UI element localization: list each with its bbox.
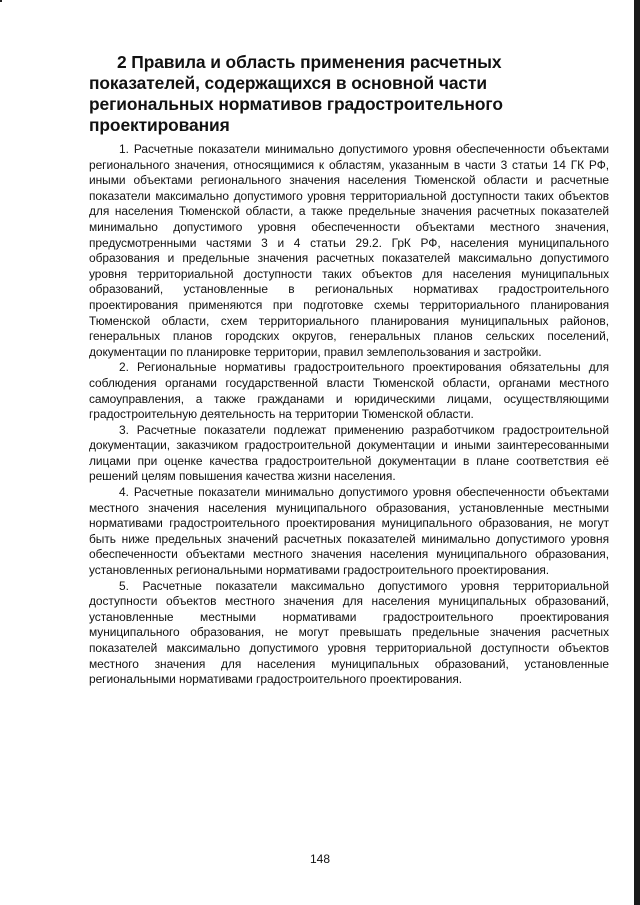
scan-edge-shadow xyxy=(634,0,640,905)
paragraph-4: 4. Расчетные показатели минимально допустимого уровня обеспеченности объектами местного значения населения муниципального образования, установленные местными нормативами градостроительного проектирования муниципального образования, не могут быть ниже предельных значений расчетных показателей минимально допустимого уровня обеспеченности объектами местного значения населения муниципального образования, установленных региональными нормативами градостроительного проектирования. xyxy=(89,485,609,578)
paragraph-5: 5. Расчетные показатели максимально допустимого уровня территориальной доступности объектов местного значения для населения муниципальных образований, установленные местными нормативами градостроительного проектирования муниципального образования, не могут превышать предельные значения расчетных показателей максимально допустимого уровня территориальной доступности объектов местного значения для населения муниципальных образований, установленные региональными нормативами градостроительного проектирования. xyxy=(89,578,609,687)
paragraph-3: 3. Расчетные показатели подлежат применению разработчиком градостроительной документации, заказчиком градостроительной документации и иными заинтересованными лицами при оценке качества градостроительной документации в плане соответствия её решений целям повышения качества жизни населения. xyxy=(89,422,609,484)
section-heading: 2 Правила и область применения расчетных показателей, содержащихся в основной части региональных нормативов градостроительного проектирования xyxy=(89,52,503,135)
paragraph-2: 2. Региональные нормативы градостроительного проектирования обязательны для соблюдения органами государственной власти Тюменской области, органами местного самоуправления, а также гражданами и юридическими лицами, осуществляющими градостроительную деятельность на территории Тюменской области. xyxy=(89,360,609,422)
paragraph-1: 1. Расчетные показатели минимально допустимого уровня обеспеченности объектами регионального значения, относящимися к областям, указанным в части 3 статьи 14 ГК РФ, иными объектами регионального значения населения Тюменской области и расчетные показатели максимально допустимого уровня территориальной доступности таких объектов для населения Тюменской области, а также предельные значения расчетных показателей минимально допустимого уровня обеспеченности объектами местного значения, предусмотренными частями 3 и 4 статьи 29.2. ГрК РФ, населения муниципального образования и предельные значения расчетных показателей максимально допустимого уровня территориальной доступности таких объектов для населения муниципальных образований, установленные в региональных нормативах градостроительного проектирования применяются при подготовке схемы территориального планирования Тюменской области, схем территориального планирования муниципальных районов, генеральных планов городских округов, генеральных планов сельских поселений, документации по планировке территории, правил землепользования и застройки. xyxy=(89,142,609,359)
document-body xyxy=(89,52,609,688)
page-number: 148 xyxy=(309,852,331,866)
scan-corner-mark xyxy=(0,0,2,2)
